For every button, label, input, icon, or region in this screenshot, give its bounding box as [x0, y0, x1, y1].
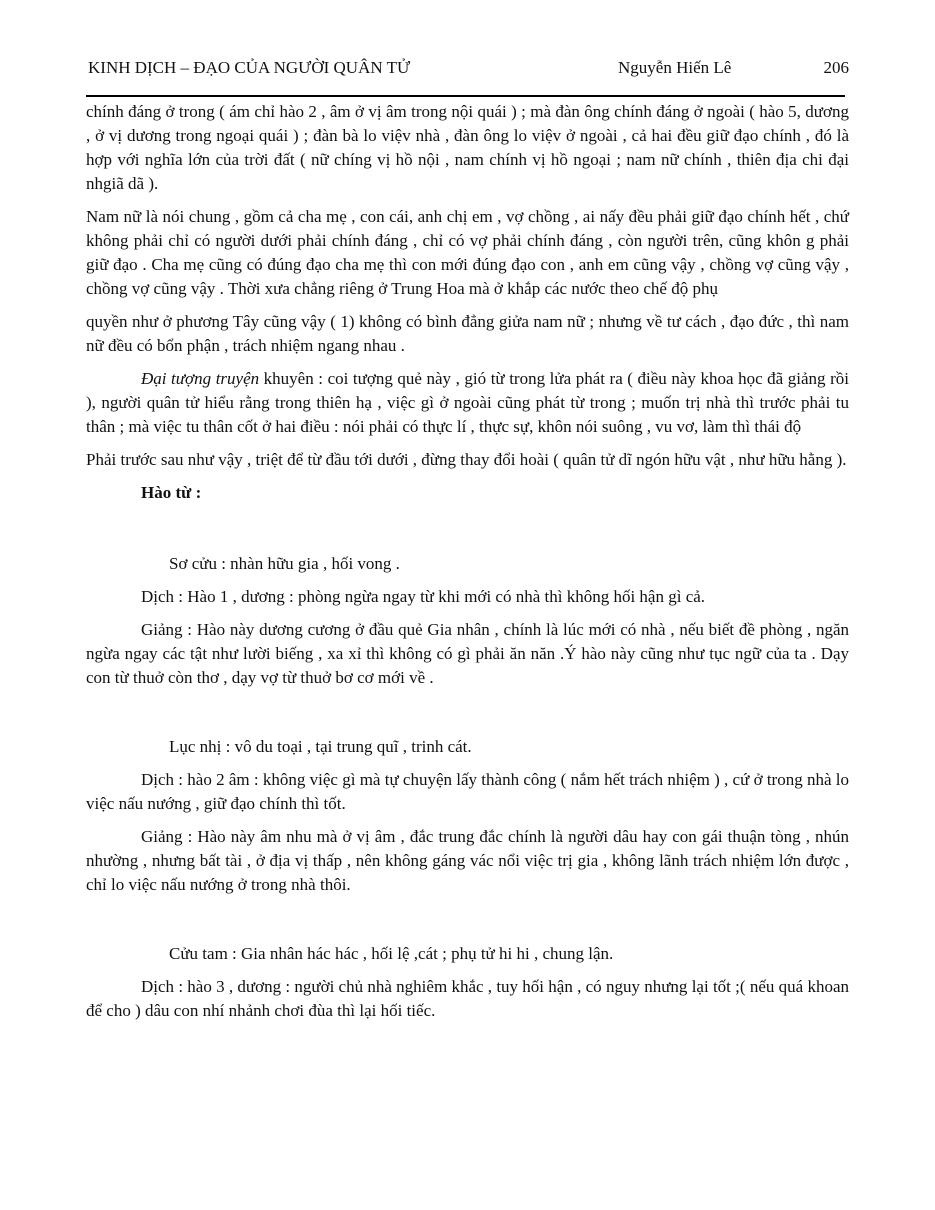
- author-name: Nguyễn Hiến Lê: [618, 58, 732, 77]
- paragraph-5: Phải trước sau như vậy , triệt để từ đầu tới dưới , đừng thay đổi hoài ( quân tử dĩ ngón hữu vật , như hữu hằng ).: [86, 450, 847, 469]
- dich-2: Dịch : hào 2 âm : không việc gì mà tự chuyện lấy thành công ( nắm hết trách nhiệm ) , cứ ở trong nhà lo việc nấu nướng , giữ đạo chính thì tốt.: [86, 770, 849, 813]
- cuu-tam-line: Cửu tam : Gia nhân hác hác , hối lệ ,cát ; phụ tử hi hi , chung lận.: [169, 944, 614, 963]
- paragraph-2: Nam nữ là nói chung , gồm cả cha mẹ , con cái, anh chị em , vợ chồng , ai nấy đều phải giữ đạo chính hết , chứ không phải chỉ có người dưới phải chính đáng , chỉ có vợ phải chính đáng , còn người trên, cũng khôn g phải giữ đạo . Cha mẹ cũng có đúng đạo cha mẹ thì con mới đúng đạo con , anh em cũng vậy , chồng vợ cũng vậy , chồng vợ cũng vậy . Thời xưa chẳng riêng ở Trung Hoa mà ở khắp các nước theo chế độ phụ: [86, 207, 849, 298]
- source-title: Đại tượng truyện: [141, 369, 260, 388]
- paragraph-4-text: khuyên : coi tượng quẻ này , gió từ trong lửa phát ra ( điều này khoa học đã giảng rồi ), người quân tử hiểu rằng trong thiên hạ , việc gì ở ngoài cũng phát từ trong ; muốn trị nhà thì trước phải tu thân ; mà việc tu thân cốt ở hai điều : nói phải có thực lí , thực sự, khôn nói suông , vu vơ, làm thì thái độ: [86, 369, 849, 436]
- so-cuu-line: Sơ cửu : nhàn hữu gia , hối vong .: [169, 554, 400, 573]
- header-rule: [86, 95, 845, 97]
- dich-1: Dịch : Hào 1 , dương : phòng ngừa ngay từ khi mới có nhà thì không hối hận gì cả.: [141, 587, 706, 606]
- paragraph-4: [86, 367, 849, 439]
- giang-1: Giảng : Hào này dương cương ở đầu quẻ Gia nhân , chính là lúc mới có nhà , nếu biết đề phòng , ngăn ngừa ngay các tật như lười biếng , xa xỉ thì không có gì phải ăn năn .Ý hào này cũng như tục ngữ của ta . Dạy con từ thuở còn thơ , dạy vợ từ thuở bơ cơ mới về .: [86, 620, 849, 687]
- paragraph-1: chính đáng ở trong ( ám chỉ hào 2 , âm ở vị âm trong nội quái ) ; mà đàn ông chính đáng ở ngoài ( hào 5, dương , ở vị dương trong ngoại quái ) ; đàn bà lo việv nhà , đàn ông lo việv ở ngoài , cả hai đều giữ đạo chính , đó là hợp với nghĩa lớn của trời đất ( nữ chíng vị hồ nội , nam chính vị hồ ngoại ; nam nữ chính , thiên địa chi đại nhgiã dã ).: [86, 102, 849, 193]
- paragraph-3: quyền như ở phương Tây cũng vậy ( 1) không có bình đẳng giửa nam nữ ; nhưng về tư cách , đạo đức , thì nam nữ đều có bổn phận , trách nhiệm ngang nhau .: [86, 312, 849, 355]
- book-title: KINH DỊCH – ĐẠO CỦA NGƯỜI QUÂN TỬ: [88, 58, 411, 77]
- page-number: 206: [823, 58, 849, 77]
- page-body: [86, 100, 849, 1023]
- dich-3: Dịch : hào 3 , dương : người chủ nhà nghiêm khắc , tuy hối hận , có nguy nhưng lại tốt ;( nếu quá khoan để cho ) dâu con nhí nhảnh chơi đùa thì lại hối tiếc.: [86, 977, 849, 1020]
- giang-2: Giảng : Hào này âm nhu mà ở vị âm , đắc trung đắc chính là người dâu hay con gái thuận tòng , nhún nhường , nhưng bất tài , ở địa vị thấp , nên không gáng vác nổi việc trị gia , không lãnh trách nhiệm lớn được , chỉ lo việc nấu nướng ở trong nhà thôi.: [86, 827, 849, 894]
- luc-nhi-line: Lục nhị : vô du toại , tại trung quĩ , trinh cát.: [169, 737, 472, 756]
- page-header: [86, 57, 849, 81]
- section-heading: Hào từ :: [141, 483, 202, 502]
